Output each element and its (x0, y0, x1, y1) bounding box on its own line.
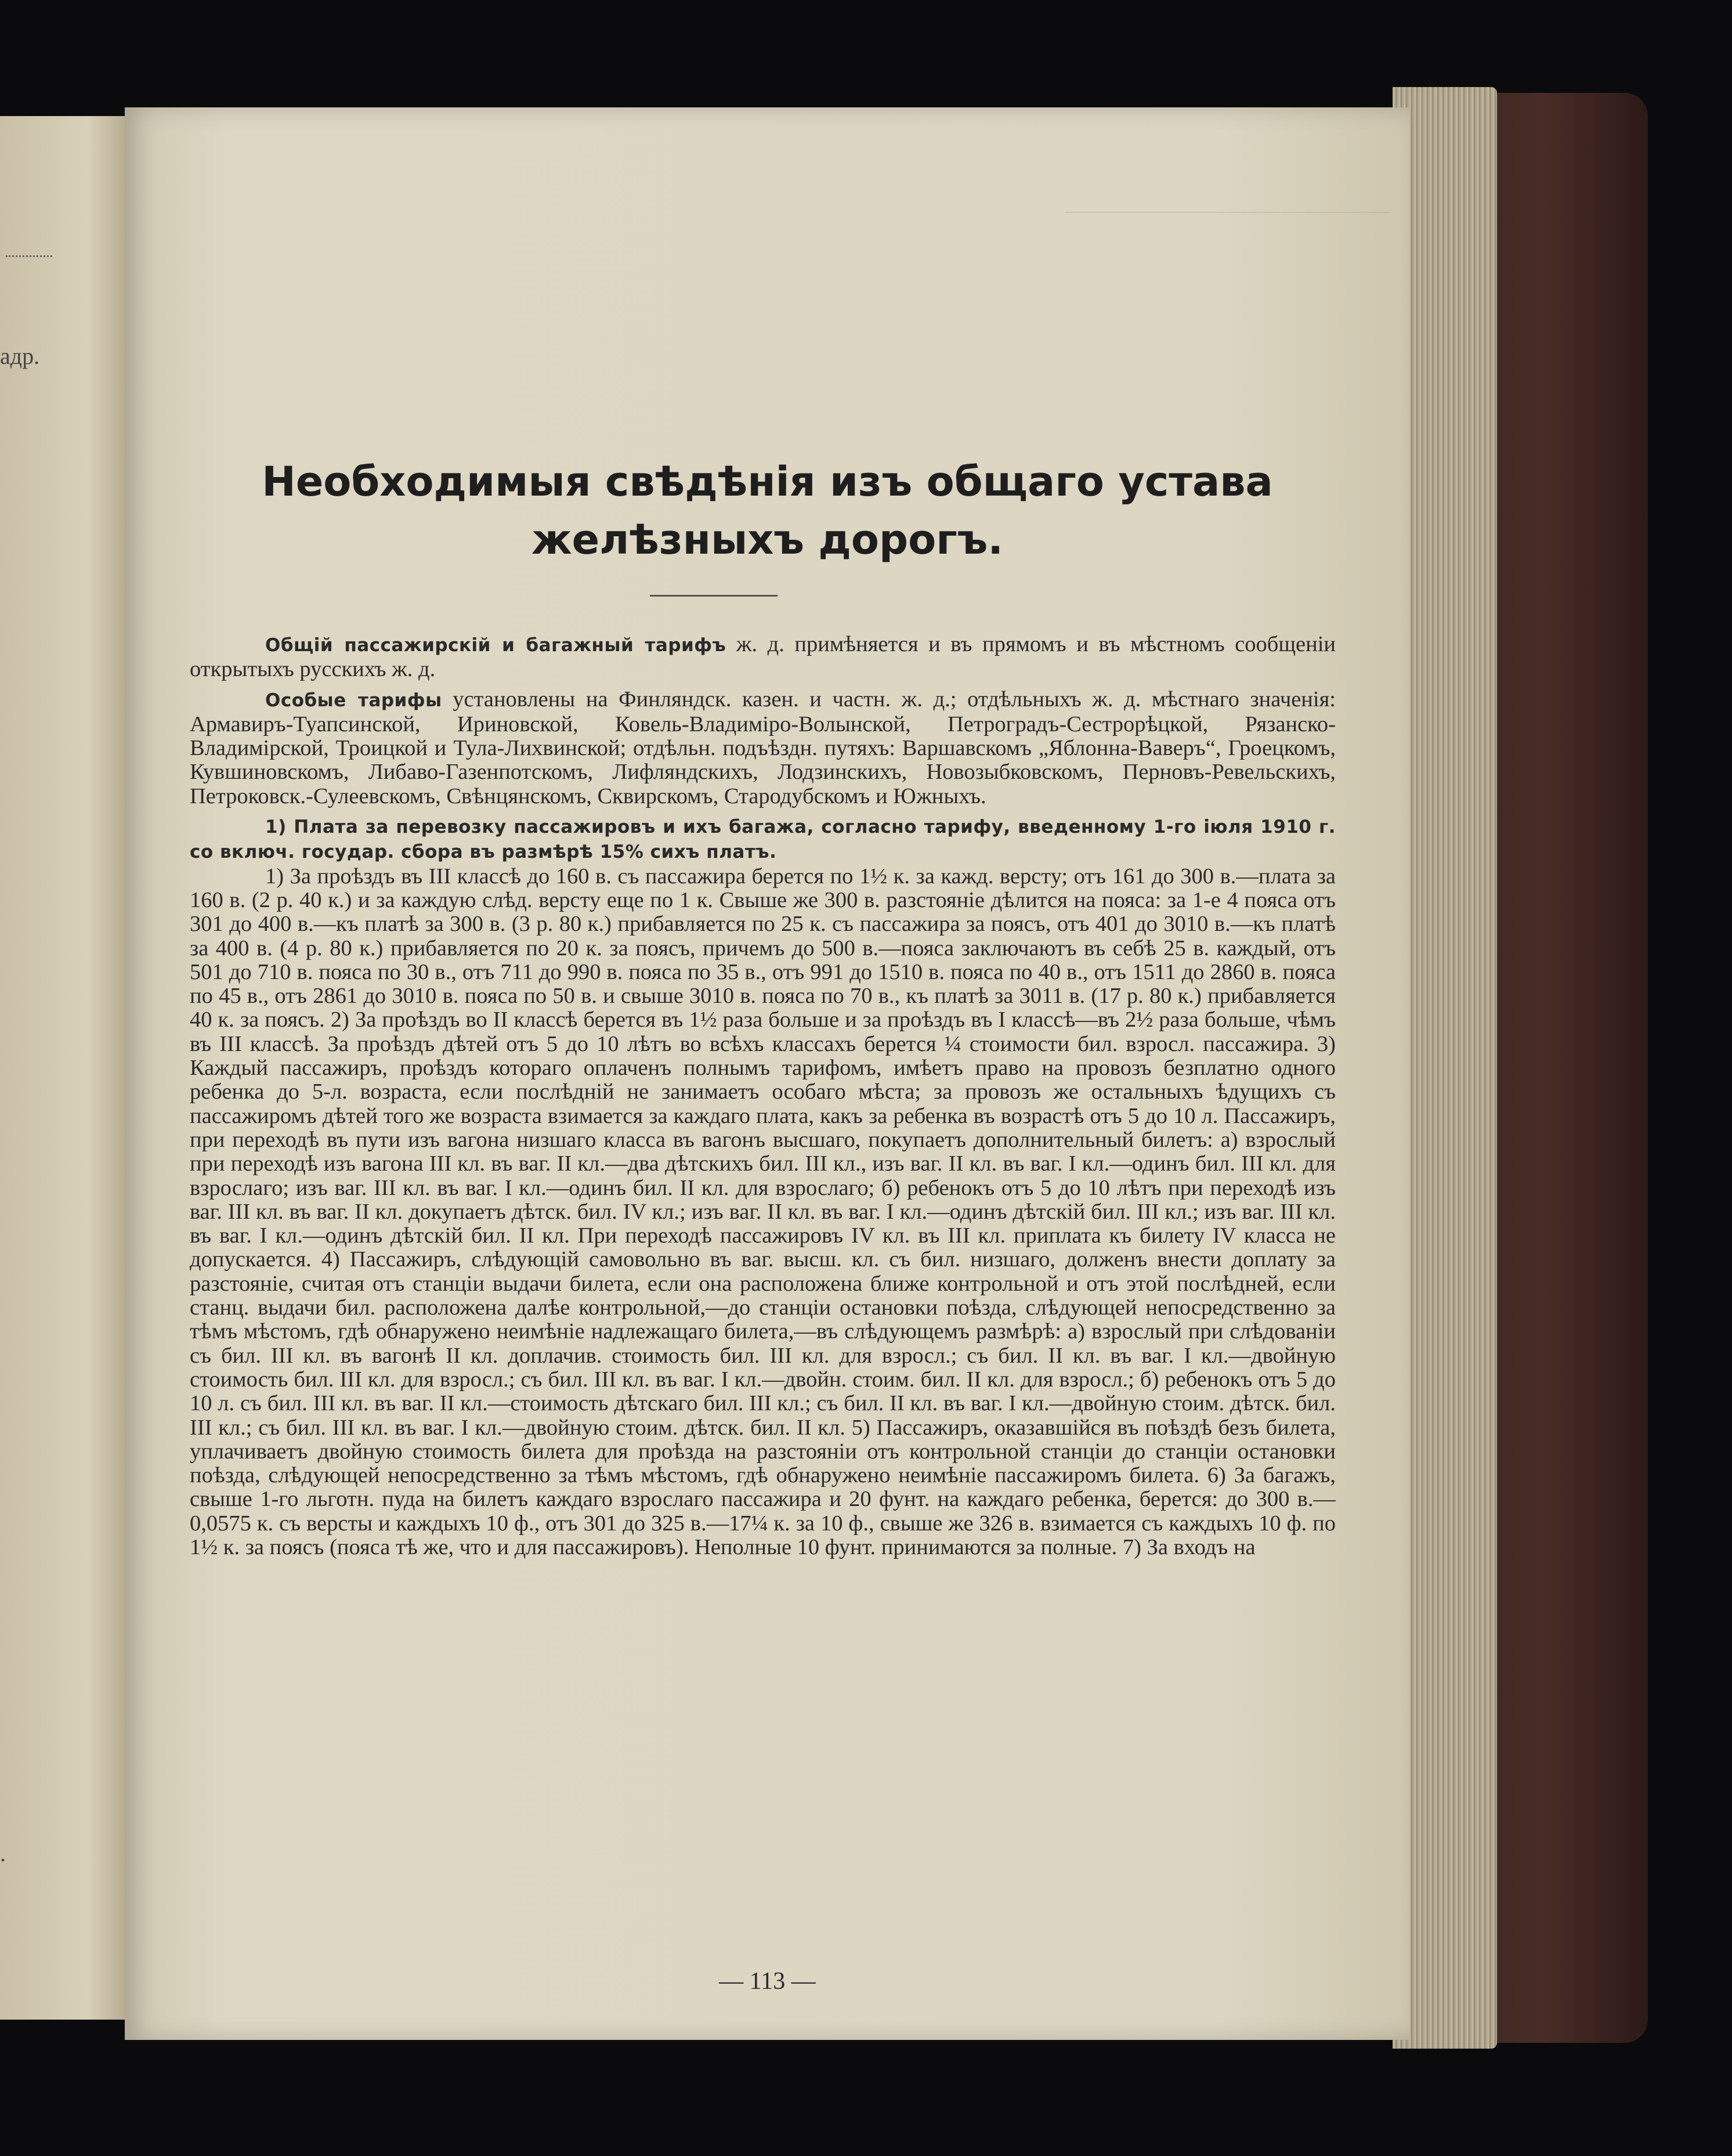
heading-text: 1) Плата за перевозку пассажировъ и ихъ багажа, согласно тарифу, введенному 1-го іюля 1910 г. со включ. государ. сбора въ размѣрѣ 15% сихъ платъ. (190, 817, 1336, 863)
bold-lead: Особые тарифы (265, 689, 442, 711)
page-body (190, 633, 1336, 1559)
bold-lead: Общій пассажирскій и багажный тарифъ (265, 635, 726, 656)
book-binding (1474, 93, 1648, 2043)
left-page-dashes (6, 255, 52, 257)
paragraph-text: установлены на Финляндск. казен. и частн. ж. д.; отдѣльныхъ ж. д. мѣстнаго значенія: Армавиръ-Туапсинской, Ириновской, Ковель-Владиміро-Волынской, Петроградъ-Сестрорѣцкой, Рязанско-Владимірской, Троицкой и Тула-Лихвинской; отдѣльн. подъѣздн. путяхъ: Варшавскомъ „Яблонна-Ваверъ“, Гроецкомъ, Кувшиновскомъ, Либаво-Газенпотскомъ, Лифляндскихъ, Лодзинскихъ, Новозыбковскомъ, Перновъ-Ревельскихъ, Петроковск.-Сулеевскомъ, Свѣнцянскомъ, Сквирскомъ, Стародубскомъ и Южныхъ. (190, 687, 1336, 808)
section-heading (190, 814, 1336, 865)
paragraph-special-tariffs (190, 688, 1336, 808)
page-title: Необходимыя свѣдѣнія изъ общаго устава желѣзныхъ дорогъ. (262, 458, 1273, 564)
paragraph-text: ж. д. примѣняется и въ прямомъ и въ мѣстномъ сообщеніи открытыхъ русскихъ ж. д. (190, 632, 1336, 682)
left-page-fragment: . (0, 1840, 6, 1866)
page-number: — 113 — (719, 1968, 816, 1995)
title-rule (650, 595, 778, 597)
paragraph-fares: 1) За проѣздъ въ III классѣ до 160 в. съ пассажира берется по 1½ к. за кажд. версту; отъ 161 до 300 в.—плата за 160 в. (2 р. 40 к.) и за каждую слѣд. версту еще по 1 к. Свыше же 300 в. разстояніе дѣлится на пояса: за 1-е 4 пояса отъ 301 до 400 в.—къ платѣ за 300 в. (3 р. 80 к.) прибавляется по 25 к. съ пассажира за поясъ, отъ 401 до 3010 в.—къ платѣ за 400 в. (4 р. 80 к.) прибавляется по 20 к. за поясъ, причемъ до 500 в.—пояса заключаютъ въ себѣ 25 в. каждый, отъ 501 до 710 в. пояса по 30 в., отъ 711 до 990 в. пояса по 35 в., отъ 991 до 1510 в. пояса по 40 в., отъ 1511 до 2860 в. пояса по 45 в., отъ 2861 до 3010 в. пояса по 50 в. и свыше 3010 в. пояса по 70 в., къ платѣ за 3011 в. (17 р. 80 к.) прибавляется 40 к. за поясъ. 2) За проѣздъ во II классѣ берется въ 1½ раза больше и за проѣздъ въ I классѣ—въ 2½ раза больше, чѣмъ въ III классѣ. За проѣздъ дѣтей отъ 5 до 10 лѣтъ во всѣхъ классахъ берется ¼ стоимости бил. взросл. пассажира. 3) Каждый пассажиръ, проѣздъ котораго оплаченъ полнымъ тарифомъ, имѣетъ право на провозъ безплатно одного ребенка до 5-л. возраста, если послѣдній не занимаетъ особаго мѣста; за провозъ же остальныхъ ѣдущихъ съ пассажиромъ дѣтей того же возраста взимается за каждаго плата, какъ за ребенка въ возрастѣ отъ 5 до 10 л. Пассажиръ, при переходѣ въ пути изъ вагона низшаго класса въ вагонъ высшаго, покупаетъ дополнительный билетъ: а) взрослый при переходѣ изъ вагона III кл. въ ваг. II кл.—два дѣтскихъ бил. III кл., изъ ваг. II кл. въ ваг. I кл.—одинъ бил. III кл. для взрослаго; изъ ваг. III кл. въ ваг. I кл.—одинъ бил. II кл. для взрослаго; б) ребенокъ отъ 5 до 10 лѣтъ при переходѣ изъ ваг. III кл. въ ваг. II кл. докупаетъ дѣтск. бил. IV кл.; изъ ваг. II кл. въ ваг. I кл.—одинъ дѣтскій бил. III кл.; изъ ваг. III кл. въ ваг. I кл.—одинъ дѣтскій бил. II кл. При переходѣ пассажировъ IV кл. въ III кл. приплата къ билету IV класса не допускается. 4) Пассажиръ, слѣдующій самовольно въ ваг. высш. кл. съ бил. низшаго, долженъ внести доплату за разстояніе, считая отъ станціи выдачи билета, если она расположена ближе контрольной и отъ этой послѣдней, если станц. выдачи бил. расположена далѣе контрольной,—до станціи остановки поѣзда, слѣдующей непосредственно за тѣмъ мѣстомъ, гдѣ обнаружено неимѣніе надлежащаго билета,—въ слѣдующемъ размѣрѣ: а) взрослый при слѣдованіи съ бил. III кл. въ вагонѣ II кл. доплачив. стоимость бил. III кл. для взросл.; съ бил. II кл. въ ваг. I кл.—двойную стоимость бил. III кл. для взросл.; съ бил. III кл. въ ваг. I кл.—двойн. стоим. бил. II кл. для взросл.; б) ребенокъ отъ 5 до 10 л. съ бил. III кл. въ ваг. II кл.—стоимость дѣтскаго бил. III кл.; съ бил. II кл. въ ваг. I кл.—двойную стоим. дѣтск. бил. III кл.; съ бил. III кл. въ ваг. I кл.—двойную стоим. дѣтск. бил. II кл. 5) Пассажиръ, оказавшійся въ поѣздѣ безъ билета, уплачиваетъ двойную стоимость билета для проѣзда на разстояніи отъ контрольной станціи до станціи остановки поѣзда, слѣдующей непосредственно за тѣмъ мѣстомъ, гдѣ обнаружено неимѣніе пассажиромъ билета. 6) За багажъ, свыше 1-го льготн. пуда на билетъ каждаго взрослаго пассажира и 20 фунт. на каждаго ребенка, берется: до 300 в.—0,0575 к. съ версты и каждыхъ 10 ф., отъ 301 до 325 в.—17¼ к. за 10 ф., свыше же 326 в. взимается съ каждыхъ 10 ф. по 1½ к. за поясъ (пояса тѣ же, что и для пассажировъ). Неполные 10 фунт. принимаются за полные. 7) За входъ на (190, 864, 1336, 1559)
book-page (125, 107, 1410, 2040)
paragraph-general-tariff (190, 633, 1336, 682)
left-facing-page (0, 116, 125, 2020)
left-page-fragment: адр. (0, 343, 40, 369)
bleed-through-text (1065, 212, 1390, 387)
